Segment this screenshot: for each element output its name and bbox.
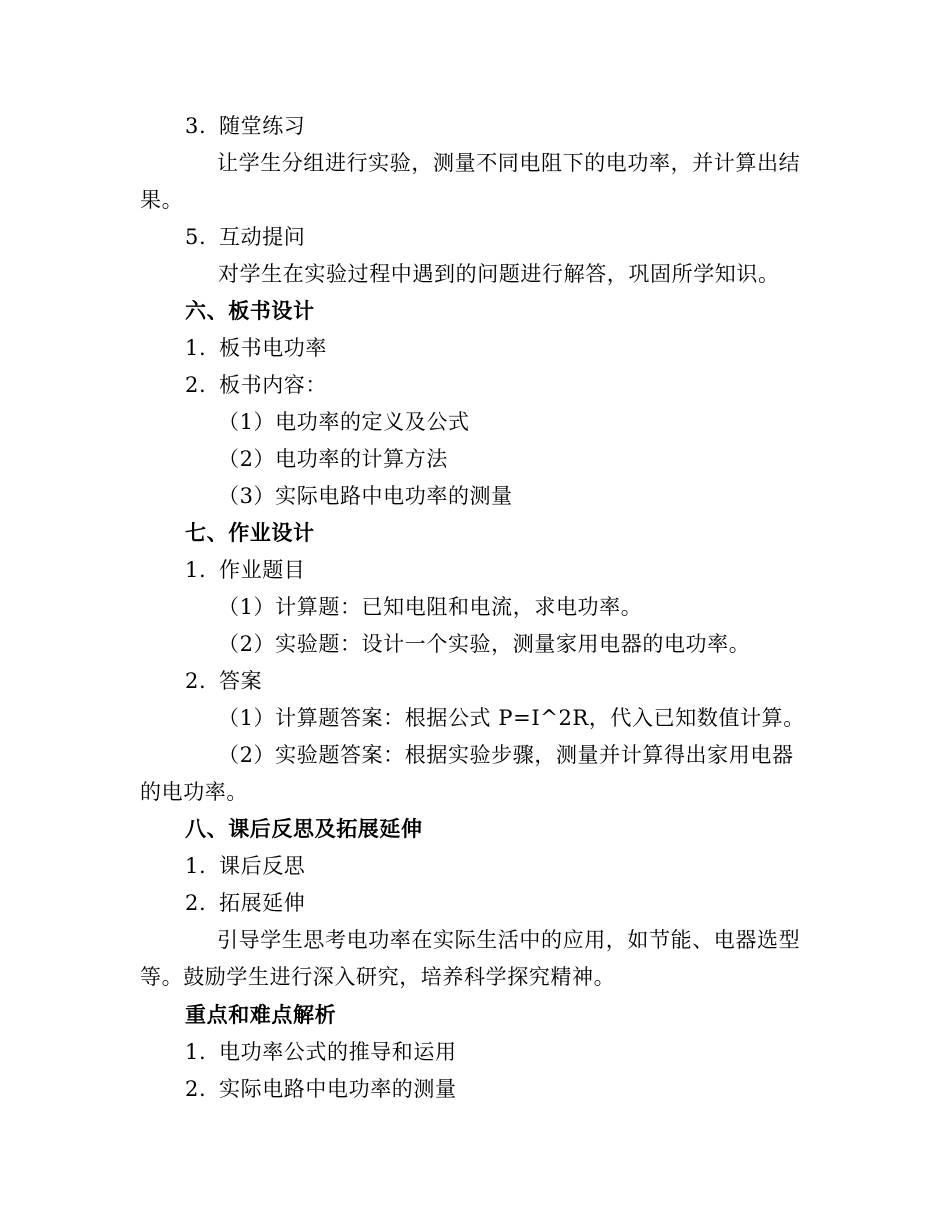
list-number: 1.	[185, 854, 207, 878]
list-item	[185, 334, 327, 362]
sub-item: （1）计算题：已知电阻和电流，求电功率。	[218, 595, 643, 619]
sub-item: （2）电功率的计算方法	[218, 447, 448, 471]
list-item	[185, 1075, 457, 1103]
sub-item: （1）电功率的定义及公式	[218, 410, 470, 434]
list-text: 电功率公式的推导和运用	[219, 1040, 457, 1064]
paragraph: 让学生分组进行实验，测量不同电阻下的电功率，并计算出结果。	[140, 151, 801, 212]
list-number: 2.	[185, 1077, 207, 1101]
answer-item: （2）实验题答案：根据实验步骤，测量并计算得出家用电器的电功率。	[140, 743, 794, 804]
list-number: 5.	[185, 225, 207, 249]
section-heading: 七、作业设计	[185, 520, 315, 545]
list-number: 2.	[185, 891, 207, 915]
list-text: 板书电功率	[219, 336, 327, 360]
list-number: 2.	[185, 669, 207, 693]
section-heading: 八、课后反思及拓展延伸	[185, 816, 423, 841]
paragraph: 对学生在实验过程中遇到的问题进行解答，巩固所学知识。	[218, 262, 780, 286]
list-text: 拓展延伸	[219, 891, 306, 915]
list-item	[185, 1038, 457, 1066]
list-item	[185, 371, 327, 399]
list-text: 课后反思	[219, 854, 306, 878]
list-item	[185, 112, 305, 140]
section-heading: 六、板书设计	[185, 298, 315, 323]
list-number: 1.	[185, 336, 207, 360]
list-number: 1.	[185, 558, 207, 582]
list-text: 实际电路中电功率的测量	[219, 1077, 457, 1101]
list-item	[185, 852, 305, 880]
list-text: 板书内容：	[219, 373, 327, 397]
list-text: 随堂练习	[219, 114, 306, 138]
list-item	[185, 556, 305, 584]
sub-item: （2）实验题：设计一个实验，测量家用电器的电功率。	[218, 632, 751, 656]
paragraph: 引导学生思考电功率在实际生活中的应用，如节能、电器选型等。鼓励学生进行深入研究，培养科学探究精神。	[140, 928, 801, 989]
list-number: 2.	[185, 373, 207, 397]
list-text: 互动提问	[219, 225, 306, 249]
answer-item: （1）计算题答案：根据公式 P=I^2R，代入已知数值计算。	[218, 706, 805, 730]
list-item	[185, 889, 305, 917]
section-heading: 重点和难点解析	[185, 1002, 337, 1027]
list-number: 3.	[185, 114, 207, 138]
sub-item: （3）实际电路中电功率的测量	[218, 484, 513, 508]
list-item	[185, 667, 262, 695]
list-item	[185, 223, 305, 251]
list-number: 1.	[185, 1040, 207, 1064]
list-text: 答案	[219, 669, 263, 693]
list-text: 作业题目	[219, 558, 306, 582]
